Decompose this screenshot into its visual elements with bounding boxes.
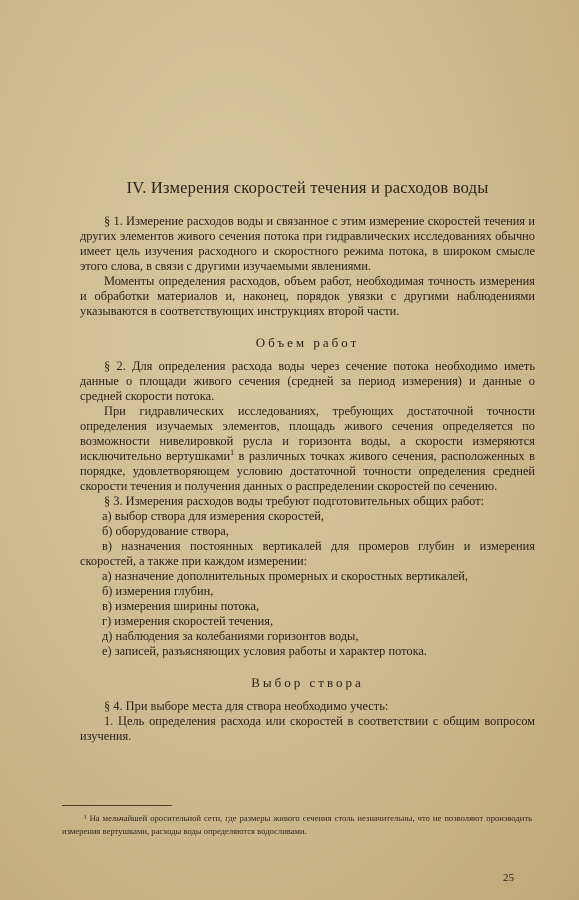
sublist-item-b: б) измерения глубин,	[102, 584, 214, 598]
sublist-item-d: д) наблюдения за колебаниями горизонтов воды,	[102, 629, 359, 643]
footnote-divider	[62, 805, 172, 806]
sublist-item-g: г) измерения скоростей течения,	[102, 614, 274, 628]
paragraph-7: 1. Цель определения расхода или скоростей в соответствии с общим вопросом изучения.	[80, 714, 535, 743]
footnote-mark: ¹	[84, 813, 87, 823]
paragraph-1: § 1. Измерение расходов воды и связанное с этим измерение скоростей течения и других элементов живого сечения потока при гидравлических исследованиях обычно имеет цель изучения расходного и скоростного режима потока, в широком смысле этого слова, в связи с другими изучаемыми явлениями.	[80, 214, 535, 273]
paragraph-3: § 2. Для определения расхода воды через сечение потока необходимо иметь данные о площади живого сечения (средней за период измерения) и данные о средней скорости потока.	[80, 359, 535, 403]
page-number: 25	[503, 872, 514, 884]
sublist-item-a: а) назначение дополнительных промерных и скоростных вертикалей,	[102, 569, 469, 583]
list-item-b: б) оборудование створа,	[102, 524, 229, 538]
paragraph-6: § 4. При выборе места для створа необходимо учесть:	[104, 699, 389, 713]
footnote-text: На мельчайшей оросительной сети, где размеры живого сечения столь незначительны, что не позволяют производить измерения вертушками, расходы воды определяются водосливами.	[62, 813, 532, 836]
paragraph-5: § 3. Измерения расходов воды требуют подготовительных общих работ:	[104, 494, 485, 508]
chapter-title: IV. Измерения скоростей течения и расходов воды	[126, 178, 489, 197]
paragraph-2: Моменты определения расходов, объем работ, необходимая точность измерения и обработки материалов и, наконец, порядок увязки с другими наблюдениями указываются в соответствующих инструкциях второй части.	[80, 274, 535, 318]
page-content	[80, 178, 535, 744]
section-title-scope: Объем работ	[255, 335, 360, 350]
list-item-a: а) выбор створа для измерения скоростей,	[102, 509, 325, 523]
sublist-item-e: е) записей, разъясняющих условия работы и характер потока.	[102, 644, 428, 658]
list-item-c: в) назначения постоянных вертикалей для промеров глубин и измерения скоростей, а также при каждом измерении:	[80, 539, 535, 568]
sublist-item-v: в) измерения ширины потока,	[102, 599, 260, 613]
section-title-site-selection: Выбор створа	[251, 675, 364, 690]
footnote-reference: 1	[230, 447, 235, 457]
footnote	[62, 812, 532, 838]
paragraph-4-text-a: При гидравлических исследованиях, требующих достаточной точности определения изучаемых элементов, площадь живого сечения определяется по возможности нивелировкой русла и горизонта воды, а скорости измеряются исключительно вертушками	[80, 404, 535, 463]
paragraph-4	[80, 404, 535, 494]
paragraph-4-text-b: в различных точках живого сечения, расположенных в порядке, удовлетворяющем условию достаточной точности определения средней скорости течения и получения данных о распределении скоростей по сечению.	[80, 449, 535, 493]
